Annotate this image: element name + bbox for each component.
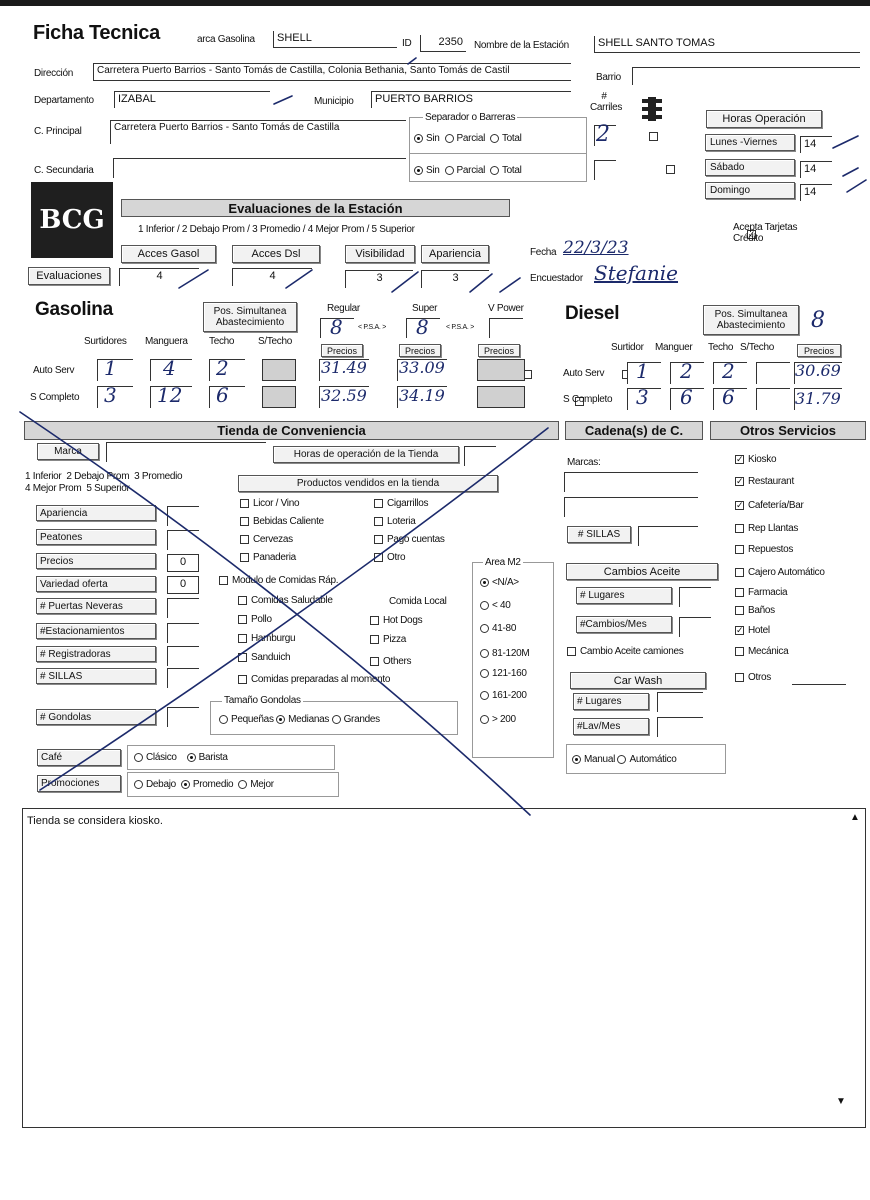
horas-domingo-label: Domingo [705,182,795,199]
bcg-logo: BCG [31,182,113,258]
prod-licor[interactable]: Licor / Vino [240,498,299,509]
area-160[interactable]: 121-160 [480,668,527,679]
area-200[interactable]: 161-200 [480,690,527,701]
comida-pollo[interactable]: Pollo [238,614,272,625]
dsl-col-surtidor: Surtidor [611,342,644,353]
cadena-sillas-label: # SILLAS [567,526,631,543]
municipio-label: Municipio [314,96,354,107]
gas-col-manguera: Manguera [145,336,188,347]
area-na[interactable]: <N/A> [480,577,519,588]
scroll-up-icon[interactable]: ▲ [850,812,860,823]
horas-sabado-label: Sábado [705,159,795,176]
dsl-row2-techo: 6 [722,385,735,409]
dsl-row2-surtidor: 3 [636,385,649,409]
aceite-camiones[interactable]: Cambio Aceite camiones [567,646,683,657]
otros-repuestos[interactable]: Repuestos [735,544,793,555]
area-120[interactable]: 81-120M [480,648,529,659]
dsl-row1-label: Auto Serv [563,368,605,379]
municipio-field[interactable]: PUERTO BARRIOS [371,91,571,108]
otros-mecanica[interactable]: Mecánica [735,646,788,657]
area-over-200[interactable]: > 200 [480,714,516,725]
page-title: Ficha Tecnica [33,22,160,44]
tienda-marca-label: Marca [37,443,99,460]
otros-hotel[interactable]: ✓Hotel [735,625,770,636]
metric-peatones-label: Peatones [36,529,156,545]
metric-puertas-label: # Puertas Neveras [36,598,156,614]
eval-acces-gasol-field[interactable]: 4 [119,268,199,286]
vpower-label: V Power [488,303,524,314]
eval-col-acces-dsl: Acces Dsl [232,245,320,263]
cadena-header: Cadena(s) de C. [565,421,703,440]
barrio-label: Barrio [596,72,621,83]
productos-label: Productos vendidos en la tienda [238,475,498,492]
marca-label: arca Gasolina [197,34,255,45]
dsl-row1-techo: 2 [722,359,735,383]
otros-banos[interactable]: Baños [735,605,775,616]
prod-cervezas[interactable]: Cervezas [240,534,293,545]
estacion-field[interactable]: SHELL SANTO TOMAS [594,36,860,53]
aceite-cambios-label: #Cambios/Mes [576,616,672,633]
evaluaciones-scale: 1 Inferior / 2 Debajo Prom / 3 Promedio / 4 Mejor Prom / 5 Superior [138,224,415,235]
gas-row2-regular: 32.59 [321,386,367,405]
promo-label: Promociones [37,775,121,792]
marca-field[interactable]: SHELL [273,31,397,48]
cafe-options[interactable]: Clásico Barista [134,752,228,763]
gondolas-options[interactable]: Pequeñas Medianas Grandes [219,714,380,725]
area-80[interactable]: 41-80 [480,623,516,634]
comida-momento[interactable]: Comidas preparadas al momento [238,674,390,685]
area-label: Area M2 [485,557,521,568]
eval-apariencia-field[interactable]: 3 [421,270,489,288]
eval-col-visibilidad: Visibilidad [345,245,415,263]
observaciones-text: Tienda se considera kiosko. [27,815,163,827]
gas-row1-regular: 31.49 [321,358,367,377]
gas-row2-super: 34.19 [399,386,445,405]
psa-1: < P.S.A. > [358,324,387,331]
tienda-scale: 1 Inferior 2 Debajo Prom 3 Promedio 4 Mejor Prom 5 Superior [25,471,183,494]
comidas-modulo[interactable]: Modulo de Comidas Ráp. [219,575,338,586]
dsl-row2-manguer: 6 [680,385,693,409]
gas-row2-surtidores: 3 [104,383,117,407]
gas-row1-techo: 2 [216,356,229,380]
precios-regular-label: Precios [321,344,363,357]
gas-col-surtidores: Surtidores [84,336,127,347]
metric-variedad-label: Variedad oferta [36,576,156,592]
horas-sabado-field[interactable]: 14 [800,161,832,178]
otros-llantas[interactable]: Rep Llantas [735,523,798,534]
horas-lunes-field[interactable]: 14 [800,136,832,153]
separador-label: Separador o Barreras [425,112,516,123]
eval-visibilidad-field[interactable]: 3 [345,270,413,288]
carwash-lav-label: #Lav/Mes [573,718,649,735]
comida-sanduich[interactable]: Sanduich [238,652,290,663]
direccion-label: Dirección [34,68,73,79]
id-label: ID [402,38,412,49]
prod-cigarrillos[interactable]: Cigarrillos [374,498,428,509]
prod-pago[interactable]: Pago cuentas [374,534,445,545]
gas-row2-manguera: 12 [157,383,183,407]
tienda-header: Tienda de Conveniencia [24,421,559,440]
fecha-value: 22/3/23 [563,238,629,258]
eval-acces-dsl-field[interactable]: 4 [232,268,312,286]
gasolina-pos-label: Pos. Simultanea Abastecimiento [203,302,297,332]
precios-vpower-label: Precios [478,344,520,357]
aceite-lugares-label: # Lugares [576,587,672,604]
comida-pizza[interactable]: Pizza [370,634,406,645]
prod-otro[interactable]: Otro [374,552,405,563]
comida-local: Comida Local [389,596,447,607]
otros-otros[interactable]: Otros [735,672,771,683]
dsl-col-manguer: Manguer [655,342,693,353]
prod-loteria[interactable]: Loteria [374,516,415,527]
super-label: Super [412,303,438,314]
carriles-label: # Carriles [590,91,623,113]
horas-lunes-label: Lunes -Viernes [705,134,795,151]
scroll-down-icon[interactable]: ▼ [836,1096,846,1107]
dsl-row2-label: S Completo [563,394,613,405]
carwash-lugares-label: # Lugares [573,693,649,710]
wash-options[interactable]: Manual Automático [572,754,677,765]
psa-2: < P.S.A. > [446,324,475,331]
metric-apariencia-label: Apariencia [36,505,156,521]
comida-hamburgu[interactable]: Hamburgu [238,633,295,644]
c-principal-label: C. Principal [34,126,82,137]
gas-row1-surtidores: 1 [104,356,117,380]
metric-registradoras-label: # Registradoras [36,646,156,662]
comida-others[interactable]: Others [370,656,411,667]
tarjetas-label: Acepta Tarjetas Crédito [733,222,798,244]
horas-operacion-header: Horas Operación [706,110,822,128]
super-pos-value: 8 [416,315,429,339]
regular-label: Regular [327,303,360,314]
carriles-handwritten: 2 [596,122,610,147]
tienda-horas-label: Horas de operación de la Tienda [273,446,459,463]
dsl-col-techo: Techo [708,342,734,353]
evaluaciones-row-label: Evaluaciones [28,267,110,285]
dsl-row1-manguer: 2 [680,359,693,383]
gas-row1-super: 33.09 [399,358,445,377]
metric-variedad-field[interactable]: 0 [167,576,199,594]
direccion-field[interactable]: Carretera Puerto Barrios - Santo Tomás de Castilla, Colonia Bethania, Santo Tomás de Castil [93,63,571,81]
dsl-row1-precio: 30.69 [795,361,841,380]
diesel-pos-label: Pos. Simultanea Abastecimiento [703,305,799,335]
otros-restaurant[interactable]: ✓Restaurant [735,476,794,487]
metric-estacionamientos-label: #Estacionamientos [36,623,156,639]
cambios-aceite-header: Cambios Aceite [566,563,718,580]
metric-precios-label: Precios [36,553,156,569]
c-principal-field[interactable]: Carretera Puerto Barrios - Santo Tomás de Castilla [110,120,406,144]
dsl-col-stecho: S/Techo [740,342,775,353]
metric-gondolas-label: # Gondolas [36,709,156,725]
gas-col-stecho: S/Techo [258,336,293,347]
metric-sillas-label: # SILLAS [36,668,156,684]
precios-super-label: Precios [399,344,441,357]
id-field[interactable]: 2350 [420,35,466,52]
otros-cafeteria[interactable]: ✓Cafetería/Bar [735,500,804,511]
dsl-row2-precio: 31.79 [795,389,841,408]
encuestador-value: Stefanie [594,261,679,285]
c-secundaria-label: C. Secundaria [34,165,94,176]
gas-row2-label: S Completo [30,392,80,403]
departamento-label: Departamento [34,95,94,106]
encuestador-label: Encuestador [530,273,583,284]
diesel-title: Diesel [565,303,620,324]
diesel-pos-value: 8 [811,308,825,333]
gas-row2-techo: 6 [216,383,229,407]
evaluaciones-title: Evaluaciones de la Estación [121,199,510,217]
sep-row-1[interactable]: Sin Parcial Total [414,133,522,144]
area-40[interactable]: < 40 [480,600,511,611]
gondolas-label: Tamaño Gondolas [224,695,301,706]
departamento-field[interactable]: IZABAL [114,91,270,108]
prod-panaderia[interactable]: Panaderia [240,552,296,563]
horas-domingo-field[interactable]: 14 [800,184,832,201]
otros-farmacia[interactable]: Farmacia [735,587,787,598]
cadena-marcas-label: Marcas: [567,457,601,468]
dsl-precios-label: Precios [797,344,841,357]
comida-saludable[interactable]: Comidas Saludable [238,595,333,606]
gas-col-techo: Techo [209,336,235,347]
gas-row1-manguera: 4 [163,356,176,380]
eval-col-apariencia: Apariencia [421,245,489,263]
cafe-label: Café [37,749,121,766]
dsl-row1-surtidor: 1 [636,359,649,383]
otros-header: Otros Servicios [710,421,866,440]
carwash-header: Car Wash [570,672,706,689]
otros-kiosko[interactable]: ✓Kiosko [735,454,776,465]
comida-hotdogs[interactable]: Hot Dogs [370,615,422,626]
gas-row1-label: Auto Serv [33,365,75,376]
regular-pos-value: 8 [330,315,343,339]
fecha-label: Fecha [530,247,557,258]
otros-cajero[interactable]: Cajero Automático [735,567,825,578]
metric-precios-field[interactable]: 0 [167,554,199,572]
promo-options[interactable]: Debajo Promedio Mejor [134,779,274,790]
prod-bebidas[interactable]: Bebidas Caliente [240,516,324,527]
sep-row-2[interactable]: Sin Parcial Total [414,165,522,176]
eval-col-acces-gasol: Acces Gasol [121,245,216,263]
gasolina-title: Gasolina [35,299,113,320]
estacion-label: Nombre de la Estación [474,40,569,51]
